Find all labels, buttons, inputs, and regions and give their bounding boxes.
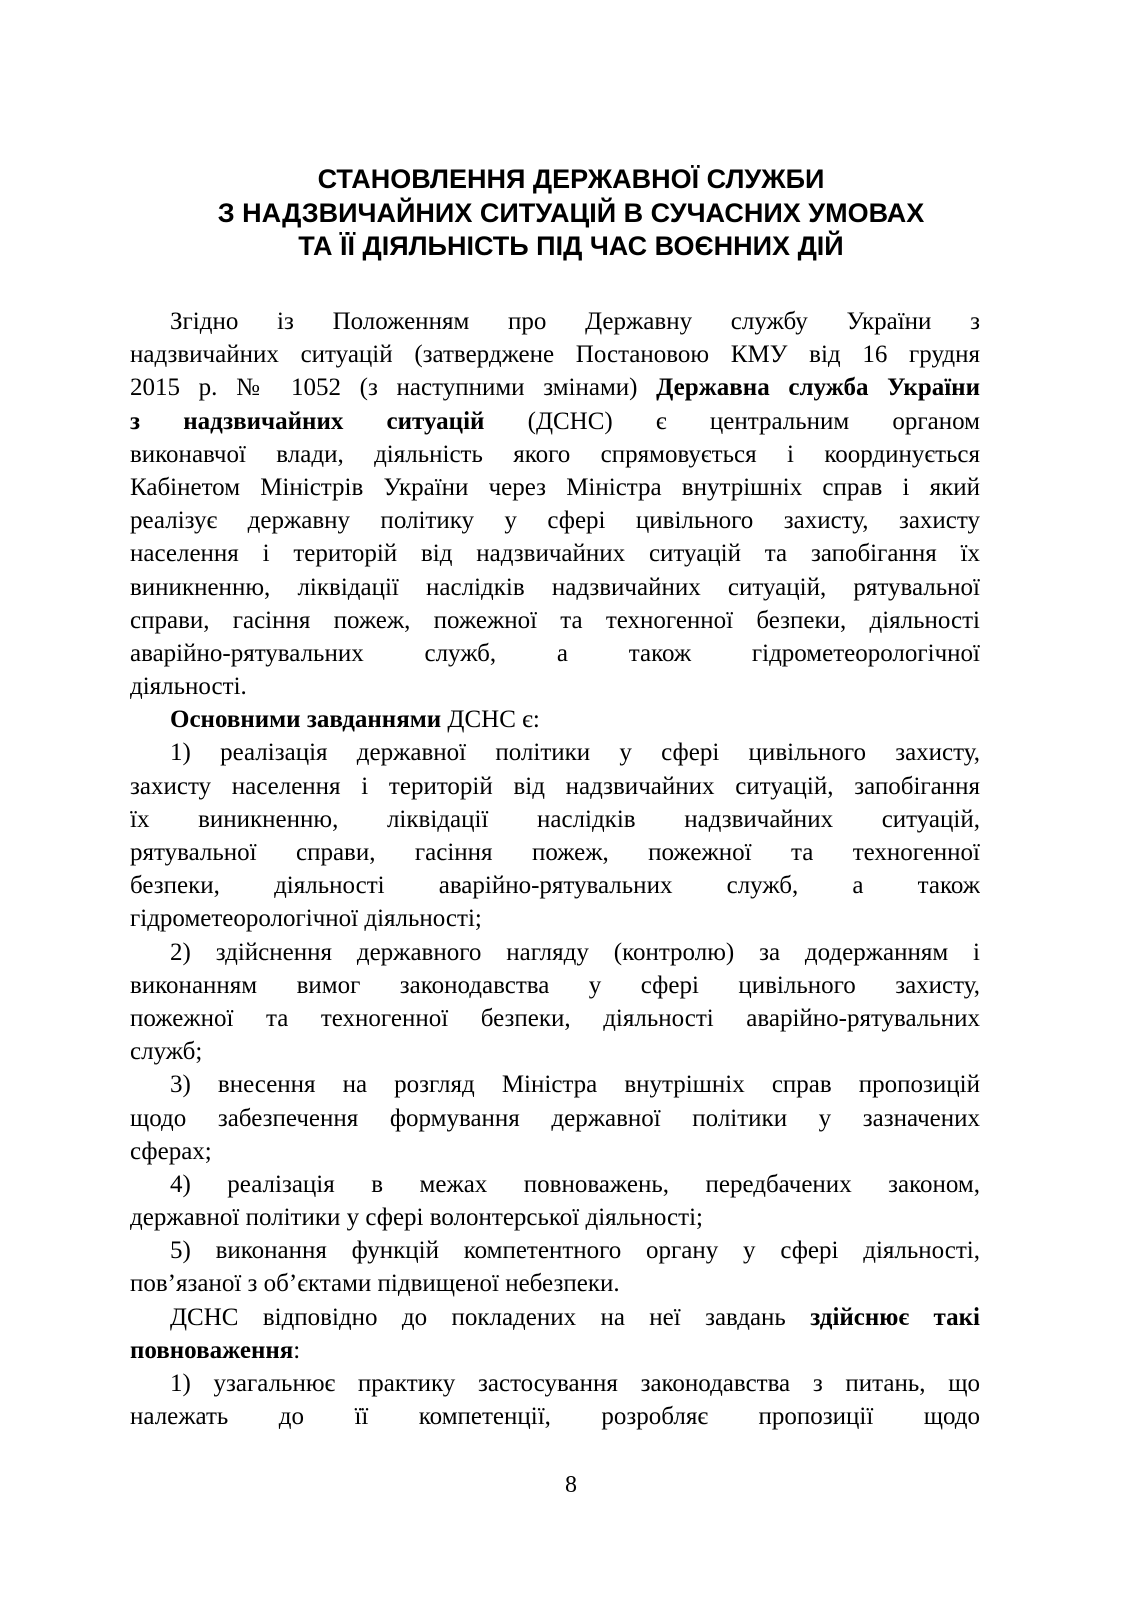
- text-line: [130, 736, 980, 769]
- text-segment: 5) виконання функцій компетентного органу у сфері діяльності,: [170, 1237, 980, 1265]
- text-line: [130, 869, 980, 902]
- text-segment: виконанням вимог законодавства у сфері цивільного захисту,: [130, 971, 980, 999]
- text-line: [130, 1234, 980, 1267]
- text-line: [130, 338, 980, 371]
- text-line: [130, 637, 980, 670]
- text-segment: 2) здійснення державного нагляду (контролю) за додержанням і: [170, 938, 980, 966]
- text-line: [130, 371, 980, 404]
- text-line: [130, 604, 980, 637]
- text-line: [130, 405, 980, 438]
- text-line: [130, 1168, 980, 1201]
- text-segment: надзвичайних ситуацій (затверджене Постановою КМУ від 16 грудня: [130, 341, 980, 369]
- text-line: [130, 1400, 980, 1433]
- bold-text: здійснює такі: [810, 1303, 980, 1331]
- title-line: СТАНОВЛЕННЯ ДЕРЖАВНОЇ СЛУЖБИ: [317, 164, 825, 194]
- text-segment: 4) реалізація в межах повноважень, передбачених законом,: [170, 1170, 980, 1198]
- text-segment: 1) узагальнює практику застосування законодавства з питань, що: [170, 1370, 980, 1397]
- page-number: 8: [565, 1472, 577, 1498]
- text-segment: сферах;: [130, 1137, 212, 1165]
- text-line: [130, 936, 980, 969]
- text-segment: безпеки, діяльності аварійно-рятувальних служб, а також: [130, 872, 980, 900]
- text-segment: пожежної та техногенної безпеки, діяльності аварійно-рятувальних: [130, 1004, 980, 1032]
- text-line: [130, 902, 980, 935]
- document-body: [130, 305, 980, 1433]
- text-segment: діяльності.: [130, 673, 247, 701]
- text-line: [130, 438, 980, 471]
- text-line: [130, 537, 980, 570]
- bold-text: з надзвичайних ситуацій: [130, 407, 485, 435]
- bold-text: Державна служба України: [656, 374, 980, 402]
- text-line: [130, 770, 980, 803]
- text-line: [130, 1068, 980, 1101]
- text-line: [130, 703, 980, 736]
- text-segment: (ДСНС) є центральним органом: [484, 407, 980, 435]
- bold-text: повноваження: [130, 1336, 294, 1364]
- text-segment: ДСНС відповідно до покладених на неї завдань: [170, 1303, 811, 1331]
- text-segment: рятувальної справи, гасіння пожеж, пожежної та техногенної: [130, 839, 980, 866]
- text-segment: 1) реалізація державної політики у сфері цивільного захисту,: [170, 739, 980, 767]
- text-line: [130, 1267, 980, 1300]
- text-line: [130, 1102, 980, 1135]
- text-segment: належать до її компетенції, розробляє пропозиції щодо: [130, 1403, 980, 1431]
- text-segment: реалізує державну політику у сфері цивільного захисту, захисту: [130, 507, 980, 535]
- text-segment: захисту населення і територій від надзвичайних ситуацій, запобігання: [130, 772, 980, 800]
- text-line: [130, 1201, 980, 1234]
- text-line: [130, 1002, 980, 1035]
- text-segment: справи, гасіння пожеж, пожежної та техногенної безпеки, діяльності: [130, 606, 980, 634]
- text-line: [130, 571, 980, 604]
- text-segment: служб;: [130, 1038, 203, 1066]
- text-segment: :: [293, 1336, 301, 1364]
- text-segment: аварійно-рятувальних служб, а також гідрометеорологічної: [130, 639, 980, 667]
- text-line: [130, 471, 980, 504]
- text-segment: Кабінетом Міністрів України через Міністра внутрішніх справ і який: [130, 473, 980, 501]
- text-segment: їх виникненню, ліквідації наслідків надзвичайних ситуацій,: [130, 805, 980, 833]
- text-segment: 3) внесення на розгляд Міністра внутрішніх справ пропозицій: [170, 1071, 980, 1099]
- text-segment: Згідно із Положенням про Державну службу України з: [170, 308, 980, 335]
- text-segment: 2015 р. № 1052 (з наступними змінами): [130, 374, 657, 402]
- text-line: [130, 836, 980, 869]
- text-line: [130, 1367, 980, 1400]
- text-line: [130, 305, 980, 338]
- page-title: [0, 163, 1142, 264]
- text-segment: виконавчої влади, діяльність якого спрямовується і координується: [130, 440, 980, 468]
- text-segment: гідрометеорологічної діяльності;: [130, 905, 482, 933]
- text-line: [130, 504, 980, 537]
- text-segment: пов’язаної з об’єктами підвищеної небезпеки.: [130, 1270, 620, 1298]
- text-line: [130, 1301, 980, 1334]
- title-line: З НАДЗВИЧАЙНИХ СИТУАЦІЙ В СУЧАСНИХ УМОВАХ: [217, 197, 925, 228]
- text-line: [130, 803, 980, 836]
- text-line: [130, 1135, 980, 1168]
- text-segment: ДСНС є:: [441, 706, 540, 734]
- text-line: [130, 969, 980, 1002]
- text-segment: населення і територій від надзвичайних ситуацій та запобігання їх: [130, 540, 980, 568]
- title-line: ТА ЇЇ ДІЯЛЬНІСТЬ ПІД ЧАС ВОЄННИХ ДІЙ: [298, 231, 844, 261]
- text-line: [130, 670, 980, 703]
- bold-text: Основними завданнями: [170, 706, 442, 734]
- text-segment: щодо забезпечення формування державної політики у зазначених: [130, 1104, 980, 1132]
- text-segment: виникненню, ліквідації наслідків надзвичайних ситуацій, рятувальної: [130, 573, 980, 601]
- text-segment: державної політики у сфері волонтерської діяльності;: [130, 1204, 703, 1232]
- text-line: [130, 1334, 980, 1367]
- text-line: [130, 1035, 980, 1068]
